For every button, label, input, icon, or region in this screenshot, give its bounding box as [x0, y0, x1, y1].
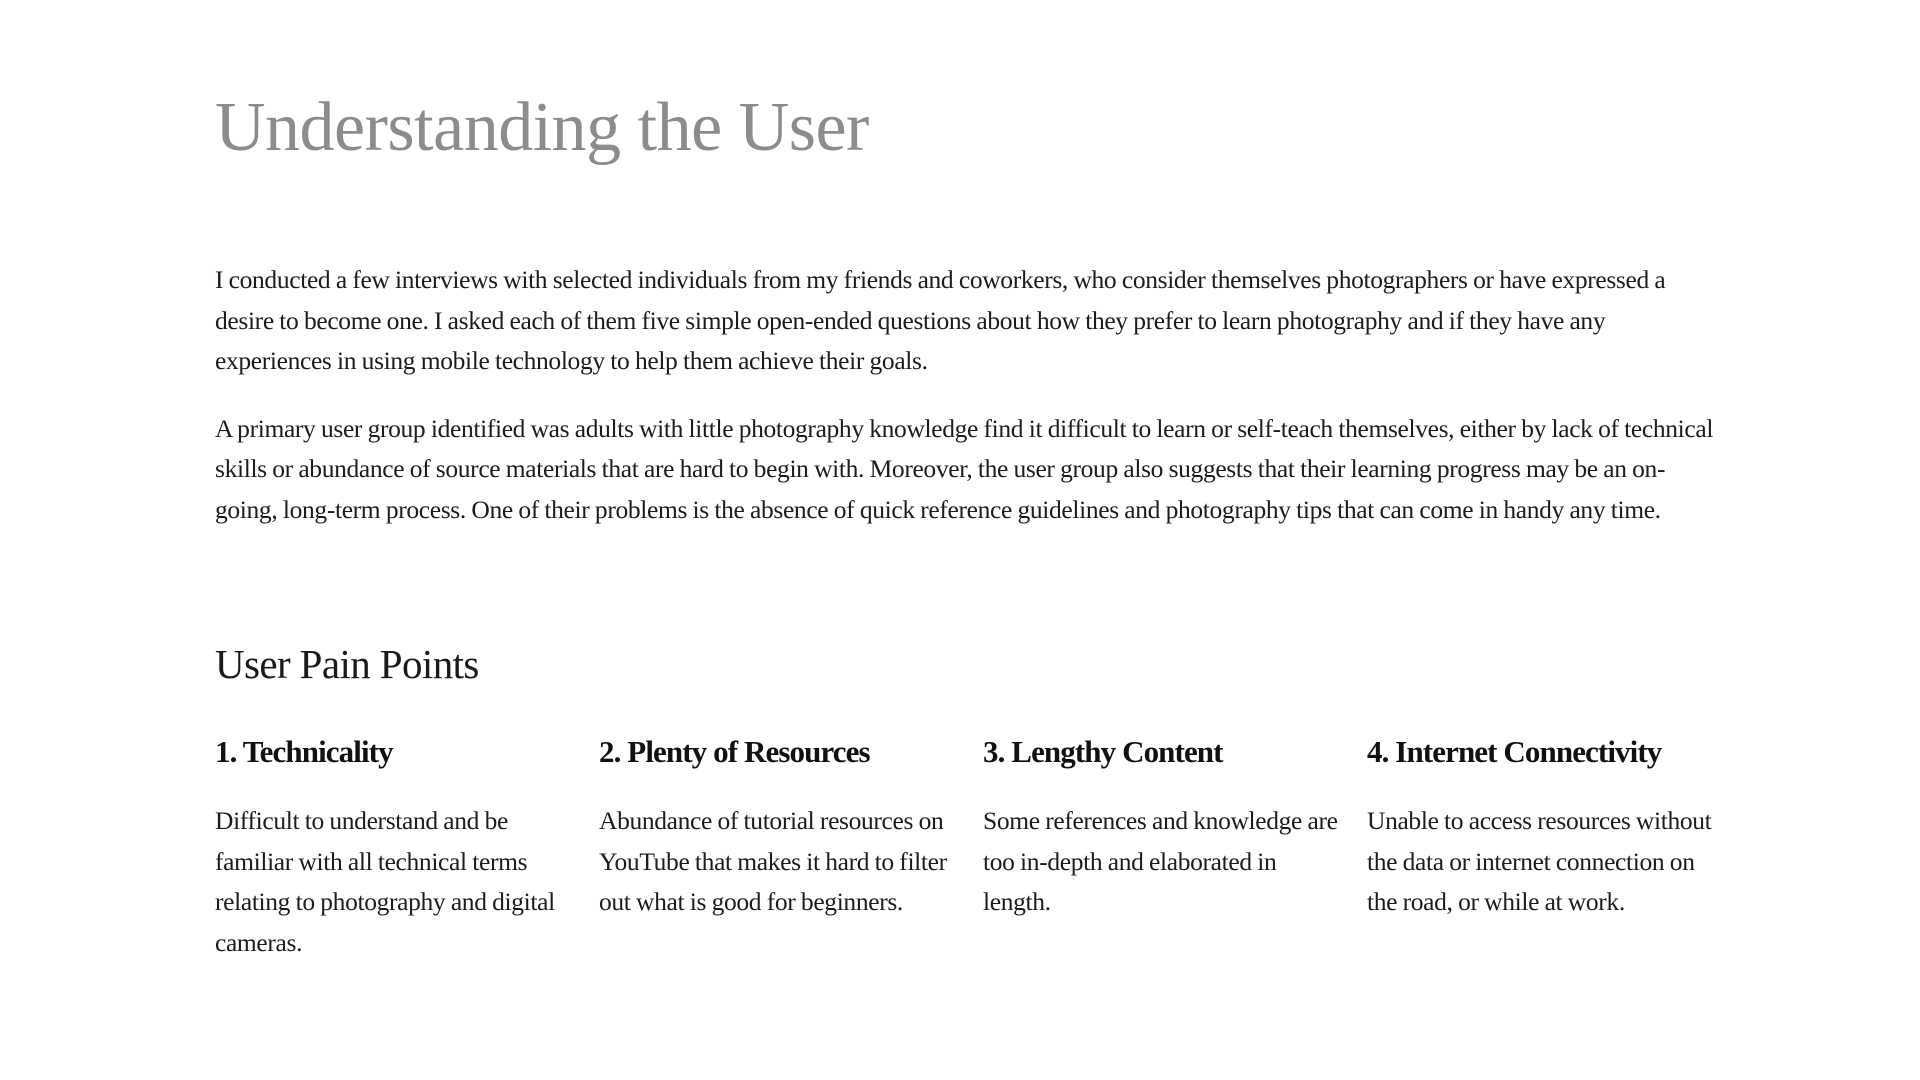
- pain-point-title: 4. Internet Connectivity: [1367, 734, 1662, 769]
- pain-point-title: 1. Technicality: [215, 734, 393, 769]
- pain-points-heading: User Pain Points: [215, 641, 479, 687]
- intro-section: [215, 260, 1725, 557]
- pain-point-description: Difficult to understand and be familiar with all technical terms relating to photography and digital cameras.: [215, 806, 555, 957]
- pain-point-internet-connectivity: [1367, 730, 1751, 963]
- pain-point-technicality: [215, 730, 599, 963]
- page-title: Understanding the User: [215, 89, 869, 166]
- pain-point-lengthy-content: [983, 730, 1367, 963]
- pain-point-description: Some references and knowledge are too in-depth and elaborated in length.: [983, 806, 1338, 916]
- intro-paragraph: I conducted a few interviews with selected individuals from my friends and coworkers, who consider themselves photographers or have expressed a desire to become one. I asked each of them five simple open-ended questions about how they prefer to learn photography and if they have any experiences in using mobile technology to help them achieve their goals.: [215, 265, 1666, 375]
- intro-paragraph: A primary user group identified was adults with little photography knowledge find it difficult to learn or self-teach themselves, either by lack of technical skills or abundance of source materials that are hard to begin with. Moreover, the user group also suggests that their learning progress may be an on-going, long-term process. One of their problems is the absence of quick reference guidelines and photography tips that can come in handy any time.: [215, 413, 1714, 524]
- pain-point-title: 2. Plenty of Resources: [599, 734, 870, 769]
- pain-points-grid: [215, 730, 1755, 963]
- pain-point-plenty-of-resources: [599, 730, 983, 963]
- pain-point-description: Unable to access resources without the data or internet connection on the road, or while at work.: [1367, 806, 1712, 916]
- pain-point-title: 3. Lengthy Content: [983, 734, 1223, 769]
- pain-point-description: Abundance of tutorial resources on YouTube that makes it hard to filter out what is good for beginners.: [599, 806, 947, 916]
